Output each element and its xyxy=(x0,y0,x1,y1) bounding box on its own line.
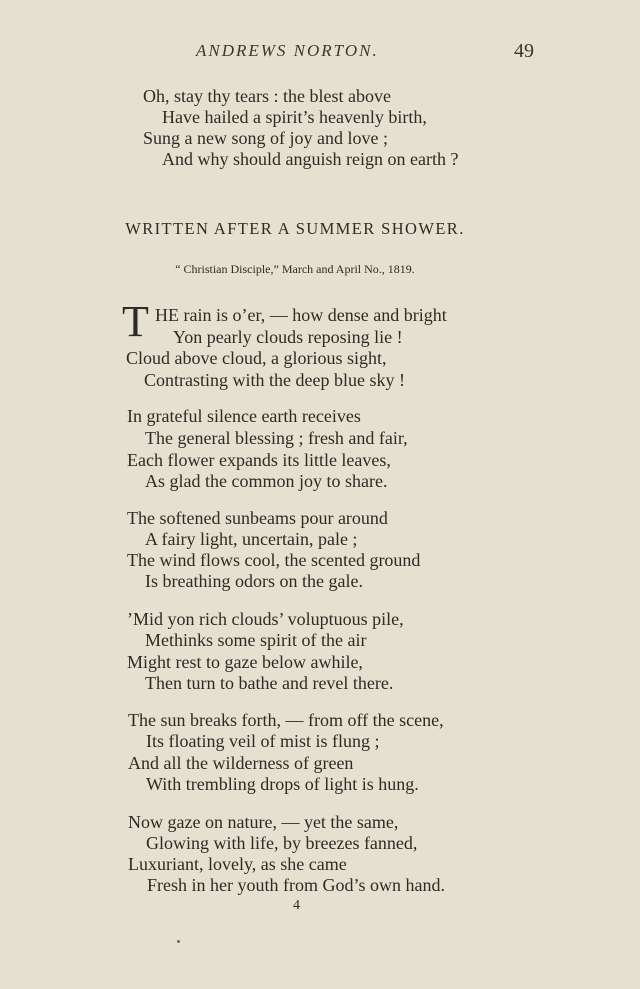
drop-cap: T xyxy=(122,297,149,346)
poem-line: The wind flows cool, the scented ground xyxy=(127,550,421,570)
poem-line: Contrasting with the deep blue sky ! xyxy=(144,370,405,390)
signature-mark: 4 xyxy=(293,898,300,913)
poem-line: ’Mid yon rich clouds’ voluptuous pile, xyxy=(127,609,404,629)
poem-line: Each flower expands its little leaves, xyxy=(127,450,391,470)
poem-title: WRITTEN AFTER A SUMMER SHOWER. xyxy=(125,219,465,238)
poem-line: And all the wilderness of green xyxy=(128,753,354,773)
poem-line: With trembling drops of light is hung. xyxy=(146,774,419,794)
poem-line: In grateful silence earth receives xyxy=(127,406,361,426)
poem-line: A fairy light, uncertain, pale ; xyxy=(145,529,358,549)
poem-line: Might rest to gaze below awhile, xyxy=(127,652,363,672)
poem-line: Is breathing odors on the gale. xyxy=(145,571,363,591)
poem-line: As glad the common joy to share. xyxy=(145,471,388,491)
poem-line: Fresh in her youth from God’s own hand. xyxy=(147,875,445,895)
poem-line: Its floating veil of mist is flung ; xyxy=(146,731,380,751)
poem-line: Glowing with life, by breezes fanned, xyxy=(146,833,418,853)
previous-poem-line: And why should anguish reign on earth ? xyxy=(162,149,459,169)
page-number: 49 xyxy=(514,40,534,62)
running-head: ANDREWS NORTON. xyxy=(196,41,379,60)
poem-line: Then turn to bathe and revel there. xyxy=(145,673,394,693)
poem-line: HE rain is o’er, — how dense and bright xyxy=(155,305,447,325)
poem-line: Luxuriant, lovely, as she came xyxy=(128,854,347,874)
paper-speck xyxy=(177,940,180,943)
poem-line: The sun breaks forth, — from off the scene, xyxy=(128,710,444,730)
previous-poem-line: Oh, stay thy tears : the blest above xyxy=(143,86,391,106)
poem-line: Methinks some spirit of the air xyxy=(145,630,367,650)
poem-line: The general blessing ; fresh and fair, xyxy=(145,428,408,448)
previous-poem-line: Have hailed a spirit’s heavenly birth, xyxy=(162,107,427,127)
poem-line: Now gaze on nature, — yet the same, xyxy=(128,812,399,832)
poem-source-note: “ Christian Disciple,” March and April No., 1819. xyxy=(175,262,415,276)
poem-line: Yon pearly clouds reposing lie ! xyxy=(173,327,403,347)
poem-line: The softened sunbeams pour around xyxy=(127,508,388,528)
previous-poem-line: Sung a new song of joy and love ; xyxy=(143,128,388,148)
poem-line: Cloud above cloud, a glorious sight, xyxy=(126,348,387,368)
